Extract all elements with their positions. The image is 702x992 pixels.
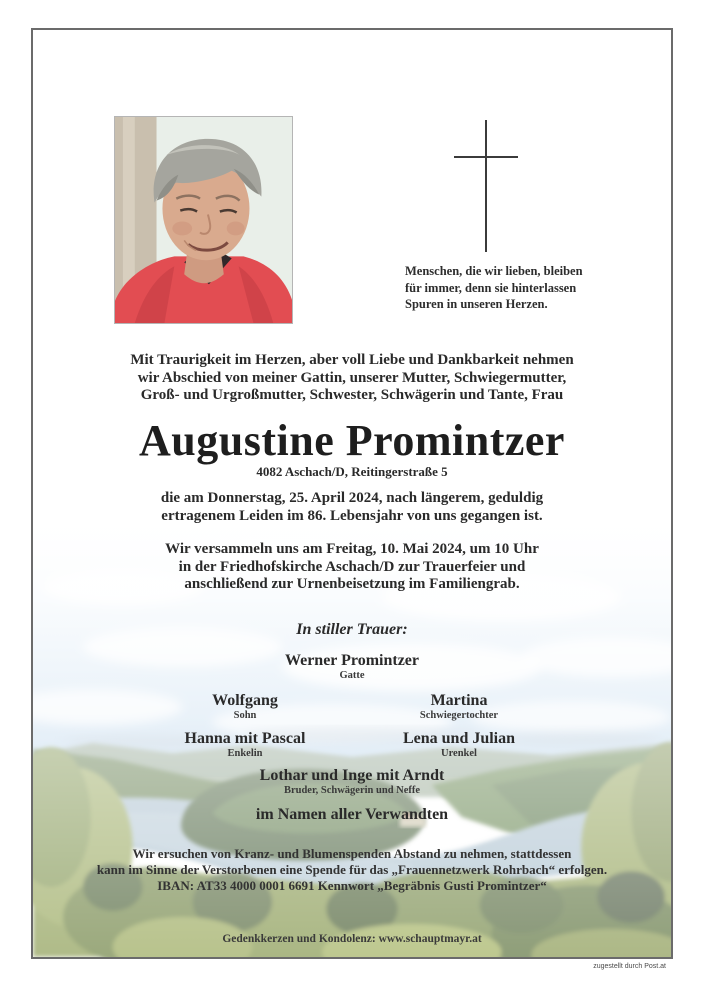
cross-vertical-bar	[485, 120, 487, 252]
mourner	[140, 692, 350, 722]
mourner-name: Wolfgang	[212, 692, 278, 709]
mourner-relation: Sohn	[233, 710, 257, 721]
mourner-relation: Enkelin	[227, 748, 263, 759]
memorial-card	[31, 28, 673, 959]
donation-line: Wir ersuchen von Kranz- und Blumenspenden Abstand zu nehmen, stattdessen	[132, 846, 572, 861]
funeral-info	[33, 541, 671, 594]
mourner-name: Werner Promintzer	[284, 652, 420, 669]
quote-line: Spuren in unseren Herzen.	[405, 297, 548, 311]
funeral-line: in der Friedhofskirche Aschach/D zur Trauerfeier und	[178, 558, 526, 575]
intro-line: wir Abschied von meiner Gattin, unserer Mutter, Schwiegermutter,	[137, 369, 567, 386]
mourner-relation: Bruder, Schwägerin und Neffe	[283, 785, 421, 796]
deceased-photo	[114, 116, 293, 324]
funeral-line: anschließend zur Urnenbeisetzung im Familiengrab.	[184, 576, 520, 592]
death-notice-line: ertragenem Leiden im 86. Lebensjahr von uns gegangen ist.	[161, 507, 543, 524]
intro-line: Groß- und Urgroßmutter, Schwester, Schwägerin und Tante, Frau	[140, 387, 564, 403]
memorial-quote	[405, 263, 625, 313]
intro-line: Mit Traurigkeit im Herzen, aber voll Liebe und Dankbarkeit nehmen	[130, 352, 574, 368]
mourner-relation: Urenkel	[441, 748, 477, 759]
mourner-name: Martina	[430, 692, 488, 709]
condolence-link-text: Gedenkkerzen und Kondolenz: www.schauptmayr.at	[222, 933, 482, 945]
deceased-address: 4082 Aschach/D, Reitingerstraße 5	[256, 464, 448, 479]
donation-line: kann im Sinne der Verstorbenen eine Spende für das „Frauennetzwerk Rohrbach“ erfolgen.	[96, 862, 608, 877]
cross-horizontal-bar	[454, 156, 518, 158]
mourner	[354, 730, 564, 760]
mourning-heading: In stiller Trauer:	[296, 621, 408, 638]
quote-line: für immer, denn sie hinterlassen	[405, 280, 577, 295]
mourner-row	[33, 730, 671, 760]
deceased-name: Augustine Promintzer	[139, 416, 565, 465]
postal-delivery-note: zugestellt durch Post.at	[593, 963, 666, 970]
mourning-closing: im Namen aller Verwandten	[255, 806, 449, 823]
death-notice-line: die am Donnerstag, 25. April 2024, nach längerem, geduldig	[160, 490, 544, 506]
mourner-additional	[33, 767, 671, 797]
mourner-name: Lena und Julian	[402, 730, 516, 747]
funeral-line: Wir versammeln uns am Freitag, 10. Mai 2024, um 10 Uhr	[165, 541, 539, 557]
donation-line: IBAN: AT33 4000 0001 6691 Kennwort „Begräbnis Gusti Promintzer“	[157, 878, 547, 893]
mourner-row	[33, 692, 671, 722]
donation-request	[33, 846, 671, 894]
mourner-name: Lothar und Inge mit Arndt	[259, 767, 445, 784]
mourner-relation: Schwiegertochter	[419, 710, 499, 721]
mourner-chief	[33, 652, 671, 682]
mourner	[140, 730, 350, 760]
mourner-relation: Gatte	[339, 670, 365, 681]
quote-line: Menschen, die wir lieben, bleiben	[405, 264, 583, 278]
mourner-name: Hanna mit Pascal	[184, 730, 306, 747]
death-notice	[33, 490, 671, 525]
intro-paragraph	[33, 352, 671, 405]
mourner	[354, 692, 564, 722]
